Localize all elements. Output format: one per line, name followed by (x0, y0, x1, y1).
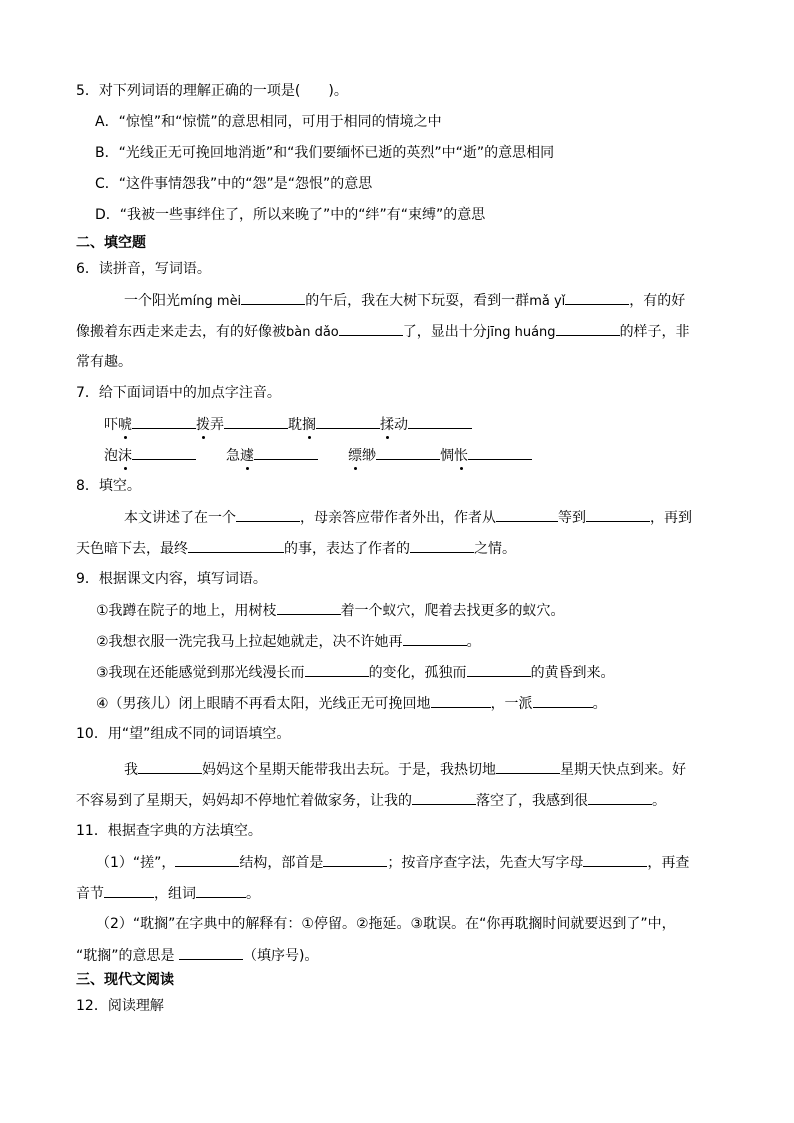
q9-item-3: ③我现在还能感觉到那光线漫长而 的变化，孤独而 的黄昏到来。 (96, 662, 615, 683)
answer-blank[interactable] (305, 662, 369, 677)
answer-blank[interactable] (179, 945, 243, 960)
answer-blank[interactable] (583, 852, 647, 867)
answer-blank[interactable] (556, 321, 620, 336)
q6-line-1: 一个阳光míng mèi 的午后，我在大树下玩耍，看到一群mǎ yǐ ，有的好 (124, 290, 685, 312)
q5-option-b: B．“光线正无可挽回地消逝”和“我们要缅怀已逝的英烈”中“逝”的意思相同 (95, 145, 555, 161)
answer-blank[interactable] (533, 693, 593, 708)
answer-blank[interactable] (138, 759, 202, 774)
answer-blank[interactable] (132, 414, 196, 429)
pinyin-ming-mei: míng mèi (180, 294, 242, 309)
answer-blank[interactable] (565, 290, 629, 305)
q5-option-d: D．“我被一些事绊住了，所以来晚了”中的“绊”有“束缚”的意思 (95, 207, 486, 223)
word-jiju: 急遽 (226, 448, 254, 464)
word-xiahu: 吓唬 (104, 417, 132, 433)
pinyin-ma-yi: mǎ yǐ (529, 294, 566, 309)
answer-blank[interactable] (254, 445, 318, 460)
q8-stem: 8．填空。 (76, 478, 141, 494)
answer-blank[interactable] (408, 414, 472, 429)
word-dange: 耽搁 (288, 417, 316, 433)
answer-blank[interactable] (586, 507, 650, 522)
q5-stem: 5．对下列词语的理解正确的一项是( )。 (76, 83, 348, 99)
word-paomo: 泡沫 (104, 448, 132, 464)
q7-stem: 7．给下面词语中的加点字注音。 (76, 385, 281, 401)
answer-blank[interactable] (104, 883, 154, 898)
answer-blank[interactable] (467, 662, 531, 677)
answer-blank[interactable] (496, 759, 560, 774)
pinyin-jing-huang: jīng huáng (486, 325, 556, 340)
answer-blank[interactable] (376, 445, 440, 460)
q8-line-1: 本文讲述了在一个 ，母亲答应带作者外出，作者从 等到 ，再到 (124, 507, 692, 528)
answer-blank[interactable] (431, 693, 491, 708)
pinyin-ban-dao: bàn dǎo (286, 325, 339, 340)
q9-item-2: ②我想衣服一洗完我马上拉起她就走，决不许她再 。 (96, 631, 481, 652)
q9-item-4: ④（男孩儿）闭上眼睛不再看太阳，光线正无可挽回地 ，一派 。 (96, 693, 607, 714)
word-bonong: 拨弄 (196, 417, 224, 433)
q11-part-1-line-1: （1）“搓”， 结构，部首是 ；按音序查字法，先查大写字母 ，再查 (96, 852, 689, 873)
q10-line-2: 不容易到了星期天，妈妈却不停地忙着做家务，让我的 落空了，我感到很 。 (76, 790, 666, 811)
answer-blank[interactable] (468, 445, 532, 460)
q6-line-2: 像搬着东西走来走去，有的好像被bàn dǎo 了，显出十分jīng huáng 的样子，非 (76, 321, 690, 343)
answer-blank[interactable] (196, 883, 246, 898)
answer-blank[interactable] (236, 507, 300, 522)
q11-part-1-line-2: 音节 ，组词 。 (76, 883, 260, 904)
q11-stem: 11．根据查字典的方法填空。 (76, 823, 262, 839)
q8-line-2: 天色暗下去，最终 的事，表达了作者的 之情。 (76, 538, 516, 559)
word-chouchang: 惆怅 (440, 448, 468, 464)
answer-blank[interactable] (496, 507, 558, 522)
answer-blank[interactable] (410, 538, 474, 553)
q7-row-1 (104, 414, 472, 435)
answer-blank[interactable] (175, 852, 239, 867)
q11-part-2-line-2: “耽搁”的意思是 （填序号)。 (76, 945, 318, 966)
q10-stem: 10．用“望”组成不同的词语填空。 (76, 726, 291, 742)
q5-option-c: C．“这件事情怨我”中的“怨”是“怨恨”的意思 (95, 176, 373, 192)
answer-blank[interactable] (188, 538, 284, 553)
answer-blank[interactable] (241, 290, 305, 305)
answer-blank[interactable] (224, 414, 288, 429)
answer-blank[interactable] (339, 321, 403, 336)
q10-line-1: 我 妈妈这个星期天能带我出去玩。于是，我热切地 星期天快点到来。好 (124, 759, 686, 780)
q12-stem: 12．阅读理解 (76, 998, 164, 1014)
section-title-fill-blank: 二、填空题 (76, 235, 146, 251)
answer-blank[interactable] (403, 631, 467, 646)
q9-item-1: ①我蹲在院子的地上，用树枝 着一个蚁穴，爬着去找更多的蚁穴。 (96, 600, 565, 621)
answer-blank[interactable] (132, 445, 196, 460)
answer-blank[interactable] (588, 790, 652, 805)
word-piaomiao: 缥缈 (348, 448, 376, 464)
q11-part-2-line-1: （2）“耽搁”在字典中的解释有：①停留。②拖延。③耽误。在“你再耽搁时间就要迟到了”中， (96, 916, 676, 932)
answer-blank[interactable] (323, 852, 387, 867)
word-roudong: 揉动 (380, 417, 408, 433)
answer-blank[interactable] (277, 600, 341, 615)
section-title-reading: 三、现代文阅读 (76, 972, 174, 988)
q6-line-3: 常有趣。 (76, 354, 132, 370)
q6-stem: 6．读拼音，写词语。 (76, 261, 211, 277)
q5-option-a: A．“惊惶”和“惊慌”的意思相同，可用于相同的情境之中 (95, 114, 442, 130)
answer-blank[interactable] (412, 790, 476, 805)
q9-stem: 9．根据课文内容，填写词语。 (76, 571, 267, 587)
q7-row-2 (104, 445, 532, 466)
answer-blank[interactable] (316, 414, 380, 429)
